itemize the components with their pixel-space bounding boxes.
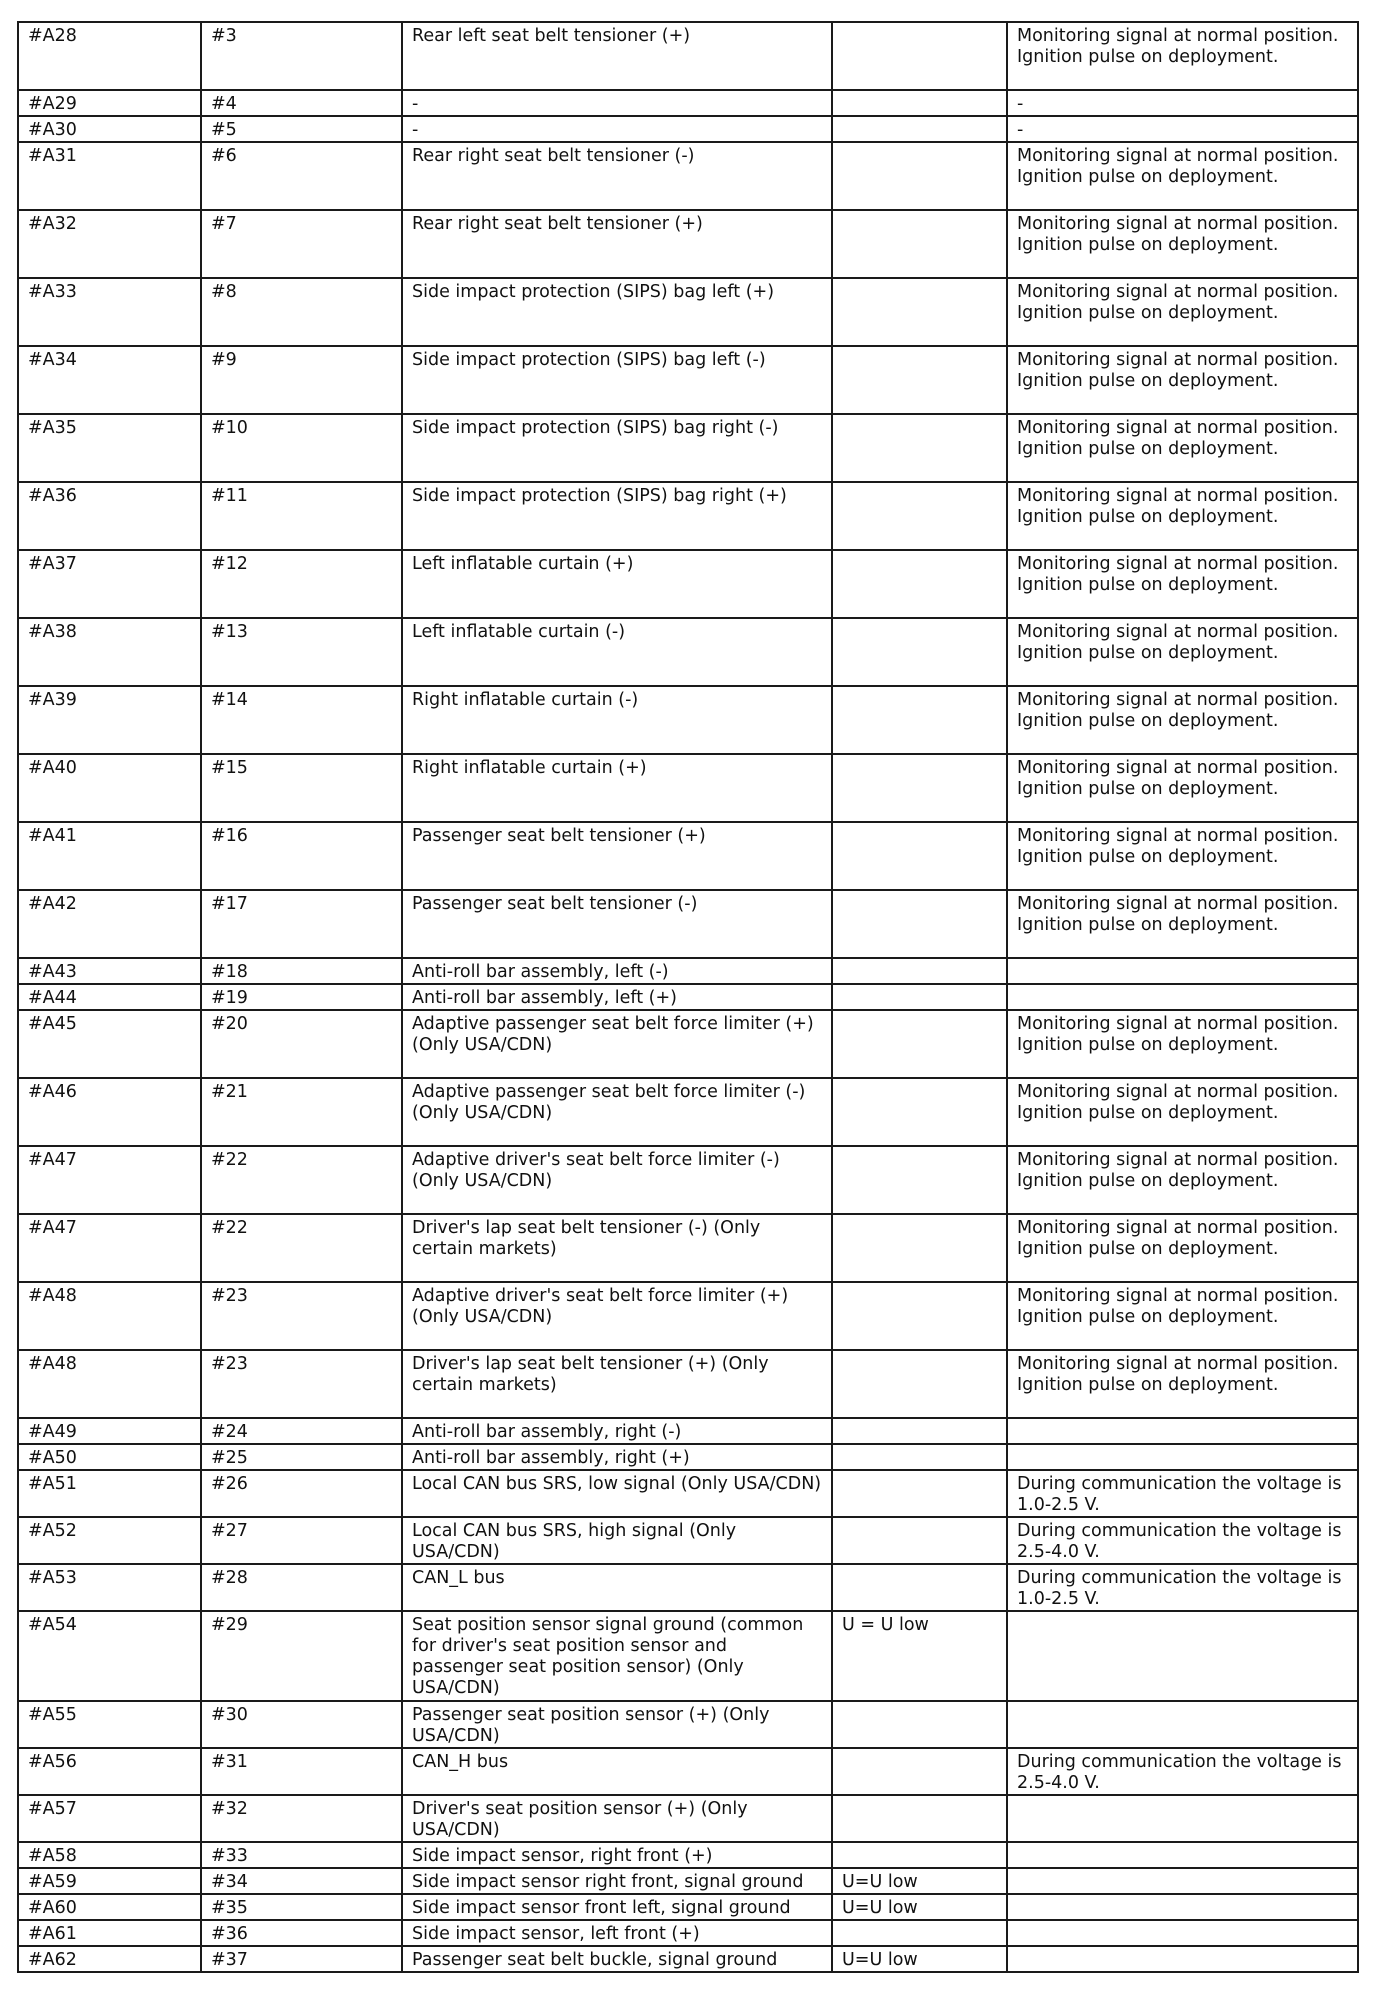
function-cell: Side impact protection (SIPS) bag left (-) — [402, 346, 832, 414]
terminal-cell: #17 — [201, 890, 402, 958]
terminal-cell: #21 — [201, 1078, 402, 1146]
value-cell — [832, 1418, 1007, 1444]
function-cell: CAN_L bus — [402, 1564, 832, 1611]
function-cell: Side impact sensor, right front (+) — [402, 1842, 832, 1868]
value-cell — [832, 346, 1007, 414]
value-cell: U = U low — [832, 1611, 1007, 1701]
function-cell: Side impact sensor front left, signal ground — [402, 1894, 832, 1920]
pin-id-cell: #A40 — [18, 754, 201, 822]
function-cell: Seat position sensor signal ground (common for driver's seat position sensor and passenger seat position sensor) (Only USA/CDN) — [402, 1611, 832, 1701]
table-row — [18, 1350, 1358, 1418]
function-cell: Anti-roll bar assembly, right (-) — [402, 1418, 832, 1444]
terminal-cell: #34 — [201, 1868, 402, 1894]
table-row — [18, 1517, 1358, 1564]
pin-id-cell: #A53 — [18, 1564, 201, 1611]
value-cell — [832, 1795, 1007, 1842]
remark-cell: Monitoring signal at normal position. Ignition pulse on deployment. — [1007, 890, 1358, 958]
table-row — [18, 1868, 1358, 1894]
value-cell — [832, 1214, 1007, 1282]
function-cell: Rear left seat belt tensioner (+) — [402, 22, 832, 90]
remark-cell: Monitoring signal at normal position. Ignition pulse on deployment. — [1007, 1214, 1358, 1282]
pin-id-cell: #A59 — [18, 1868, 201, 1894]
value-cell — [832, 1078, 1007, 1146]
pin-id-cell: #A29 — [18, 90, 201, 116]
value-cell — [832, 618, 1007, 686]
pin-id-cell: #A57 — [18, 1795, 201, 1842]
remark-cell — [1007, 1795, 1358, 1842]
remark-cell — [1007, 1444, 1358, 1470]
remark-cell: Monitoring signal at normal position. Ignition pulse on deployment. — [1007, 1010, 1358, 1078]
terminal-cell: #8 — [201, 278, 402, 346]
pin-id-cell: #A54 — [18, 1611, 201, 1701]
function-cell: Local CAN bus SRS, high signal (Only USA/CDN) — [402, 1517, 832, 1564]
table-row — [18, 116, 1358, 142]
table-row — [18, 754, 1358, 822]
pin-id-cell: #A62 — [18, 1946, 201, 1972]
table-row — [18, 1795, 1358, 1842]
terminal-cell: #28 — [201, 1564, 402, 1611]
terminal-cell: #3 — [201, 22, 402, 90]
remark-cell: Monitoring signal at normal position. Ignition pulse on deployment. — [1007, 22, 1358, 90]
terminal-cell: #23 — [201, 1350, 402, 1418]
value-cell — [832, 1701, 1007, 1748]
function-cell: Right inflatable curtain (-) — [402, 686, 832, 754]
terminal-cell: #11 — [201, 482, 402, 550]
pin-id-cell: #A55 — [18, 1701, 201, 1748]
value-cell — [832, 1517, 1007, 1564]
value-cell: U=U low — [832, 1894, 1007, 1920]
function-cell: Driver's lap seat belt tensioner (-) (Only certain markets) — [402, 1214, 832, 1282]
pin-id-cell: #A46 — [18, 1078, 201, 1146]
table-row — [18, 1010, 1358, 1078]
remark-cell — [1007, 1920, 1358, 1946]
pin-id-cell: #A47 — [18, 1146, 201, 1214]
value-cell — [832, 142, 1007, 210]
function-cell: Side impact sensor, left front (+) — [402, 1920, 832, 1946]
pin-id-cell: #A34 — [18, 346, 201, 414]
value-cell — [832, 822, 1007, 890]
pin-id-cell: #A47 — [18, 1214, 201, 1282]
value-cell: U=U low — [832, 1868, 1007, 1894]
pin-id-cell: #A50 — [18, 1444, 201, 1470]
pin-id-cell: #A41 — [18, 822, 201, 890]
function-cell: Anti-roll bar assembly, left (+) — [402, 984, 832, 1010]
remark-cell — [1007, 984, 1358, 1010]
terminal-cell: #19 — [201, 984, 402, 1010]
terminal-cell: #6 — [201, 142, 402, 210]
value-cell — [832, 1920, 1007, 1946]
terminal-cell: #36 — [201, 1920, 402, 1946]
terminal-cell: #33 — [201, 1842, 402, 1868]
function-cell: Right inflatable curtain (+) — [402, 754, 832, 822]
remark-cell — [1007, 1842, 1358, 1868]
value-cell — [832, 210, 1007, 278]
remark-cell: During communication the voltage is 2.5-4.0 V. — [1007, 1748, 1358, 1795]
remark-cell: During communication the voltage is 1.0-2.5 V. — [1007, 1564, 1358, 1611]
pin-id-cell: #A60 — [18, 1894, 201, 1920]
remark-cell: Monitoring signal at normal position. Ignition pulse on deployment. — [1007, 278, 1358, 346]
remark-cell — [1007, 1868, 1358, 1894]
table-row — [18, 278, 1358, 346]
value-cell — [832, 984, 1007, 1010]
function-cell: Passenger seat position sensor (+) (Only USA/CDN) — [402, 1701, 832, 1748]
table-row — [18, 550, 1358, 618]
function-cell: Side impact protection (SIPS) bag right (+) — [402, 482, 832, 550]
remark-cell — [1007, 1701, 1358, 1748]
remark-cell: - — [1007, 116, 1358, 142]
terminal-cell: #35 — [201, 1894, 402, 1920]
terminal-cell: #9 — [201, 346, 402, 414]
terminal-cell: #14 — [201, 686, 402, 754]
pin-id-cell: #A31 — [18, 142, 201, 210]
table-row — [18, 346, 1358, 414]
pin-id-cell: #A44 — [18, 984, 201, 1010]
value-cell — [832, 1470, 1007, 1517]
table-row — [18, 1078, 1358, 1146]
table-row — [18, 482, 1358, 550]
table-row — [18, 686, 1358, 754]
terminal-cell: #22 — [201, 1146, 402, 1214]
value-cell — [832, 90, 1007, 116]
value-cell — [832, 1842, 1007, 1868]
value-cell — [832, 550, 1007, 618]
function-cell: Adaptive passenger seat belt force limiter (-) (Only USA/CDN) — [402, 1078, 832, 1146]
terminal-cell: #23 — [201, 1282, 402, 1350]
value-cell — [832, 754, 1007, 822]
pin-id-cell: #A38 — [18, 618, 201, 686]
function-cell: Passenger seat belt tensioner (-) — [402, 890, 832, 958]
remark-cell — [1007, 1418, 1358, 1444]
remark-cell: Monitoring signal at normal position. Ignition pulse on deployment. — [1007, 618, 1358, 686]
remark-cell: Monitoring signal at normal position. Ignition pulse on deployment. — [1007, 210, 1358, 278]
function-cell: Side impact sensor right front, signal ground — [402, 1868, 832, 1894]
table-row — [18, 1418, 1358, 1444]
function-cell: Anti-roll bar assembly, right (+) — [402, 1444, 832, 1470]
value-cell — [832, 1282, 1007, 1350]
remark-cell: Monitoring signal at normal position. Ignition pulse on deployment. — [1007, 142, 1358, 210]
function-cell: Rear right seat belt tensioner (-) — [402, 142, 832, 210]
table-row — [18, 1748, 1358, 1795]
terminal-cell: #16 — [201, 822, 402, 890]
terminal-cell: #29 — [201, 1611, 402, 1701]
pin-id-cell: #A36 — [18, 482, 201, 550]
terminal-cell: #18 — [201, 958, 402, 984]
function-cell: Adaptive passenger seat belt force limiter (+) (Only USA/CDN) — [402, 1010, 832, 1078]
terminal-cell: #10 — [201, 414, 402, 482]
table-row — [18, 1146, 1358, 1214]
table-row — [18, 142, 1358, 210]
remark-cell: Monitoring signal at normal position. Ignition pulse on deployment. — [1007, 822, 1358, 890]
value-cell — [832, 22, 1007, 90]
terminal-cell: #31 — [201, 1748, 402, 1795]
remark-cell: Monitoring signal at normal position. Ignition pulse on deployment. — [1007, 754, 1358, 822]
pin-id-cell: #A56 — [18, 1748, 201, 1795]
value-cell — [832, 1010, 1007, 1078]
table-row — [18, 1842, 1358, 1868]
value-cell — [832, 890, 1007, 958]
terminal-cell: #5 — [201, 116, 402, 142]
terminal-cell: #25 — [201, 1444, 402, 1470]
function-cell: Side impact protection (SIPS) bag right (-) — [402, 414, 832, 482]
remark-cell — [1007, 958, 1358, 984]
document-page — [17, 21, 1357, 1973]
table-row — [18, 1894, 1358, 1920]
pin-id-cell: #A49 — [18, 1418, 201, 1444]
remark-cell: Monitoring signal at normal position. Ignition pulse on deployment. — [1007, 1078, 1358, 1146]
function-cell: Local CAN bus SRS, low signal (Only USA/CDN) — [402, 1470, 832, 1517]
terminal-cell: #12 — [201, 550, 402, 618]
value-cell — [832, 1146, 1007, 1214]
table-row — [18, 22, 1358, 90]
table-row — [18, 1214, 1358, 1282]
terminal-cell: #30 — [201, 1701, 402, 1748]
table-row — [18, 90, 1358, 116]
pin-table-body — [18, 22, 1358, 1972]
terminal-cell: #13 — [201, 618, 402, 686]
remark-cell: - — [1007, 90, 1358, 116]
pin-id-cell: #A43 — [18, 958, 201, 984]
remark-cell: Monitoring signal at normal position. Ignition pulse on deployment. — [1007, 1146, 1358, 1214]
terminal-cell: #4 — [201, 90, 402, 116]
terminal-cell: #24 — [201, 1418, 402, 1444]
table-row — [18, 890, 1358, 958]
value-cell — [832, 482, 1007, 550]
value-cell — [832, 116, 1007, 142]
table-row — [18, 1701, 1358, 1748]
value-cell: U=U low — [832, 1946, 1007, 1972]
table-row — [18, 1611, 1358, 1701]
table-row — [18, 210, 1358, 278]
table-row — [18, 1282, 1358, 1350]
remark-cell: Monitoring signal at normal position. Ignition pulse on deployment. — [1007, 414, 1358, 482]
value-cell — [832, 278, 1007, 346]
remark-cell: Monitoring signal at normal position. Ignition pulse on deployment. — [1007, 1282, 1358, 1350]
table-row — [18, 822, 1358, 890]
remark-cell: Monitoring signal at normal position. Ignition pulse on deployment. — [1007, 686, 1358, 754]
table-row — [18, 1470, 1358, 1517]
value-cell — [832, 1350, 1007, 1418]
pin-id-cell: #A35 — [18, 414, 201, 482]
pin-id-cell: #A61 — [18, 1920, 201, 1946]
value-cell — [832, 686, 1007, 754]
function-cell: Rear right seat belt tensioner (+) — [402, 210, 832, 278]
function-cell: Anti-roll bar assembly, left (-) — [402, 958, 832, 984]
pin-id-cell: #A48 — [18, 1282, 201, 1350]
remark-cell — [1007, 1611, 1358, 1701]
table-row — [18, 1946, 1358, 1972]
remark-cell: Monitoring signal at normal position. Ignition pulse on deployment. — [1007, 346, 1358, 414]
table-row — [18, 1920, 1358, 1946]
connector-pin-table — [17, 21, 1359, 1973]
terminal-cell: #27 — [201, 1517, 402, 1564]
terminal-cell: #20 — [201, 1010, 402, 1078]
remark-cell — [1007, 1894, 1358, 1920]
pin-id-cell: #A39 — [18, 686, 201, 754]
function-cell: Adaptive driver's seat belt force limiter (+) (Only USA/CDN) — [402, 1282, 832, 1350]
function-cell: CAN_H bus — [402, 1748, 832, 1795]
table-row — [18, 1564, 1358, 1611]
function-cell: Driver's seat position sensor (+) (Only USA/CDN) — [402, 1795, 832, 1842]
table-row — [18, 618, 1358, 686]
remark-cell: Monitoring signal at normal position. Ignition pulse on deployment. — [1007, 1350, 1358, 1418]
value-cell — [832, 958, 1007, 984]
value-cell — [832, 1748, 1007, 1795]
terminal-cell: #32 — [201, 1795, 402, 1842]
pin-id-cell: #A58 — [18, 1842, 201, 1868]
pin-id-cell: #A45 — [18, 1010, 201, 1078]
function-cell: - — [402, 90, 832, 116]
table-row — [18, 1444, 1358, 1470]
pin-id-cell: #A48 — [18, 1350, 201, 1418]
terminal-cell: #37 — [201, 1946, 402, 1972]
function-cell: - — [402, 116, 832, 142]
terminal-cell: #22 — [201, 1214, 402, 1282]
function-cell: Adaptive driver's seat belt force limiter (-) (Only USA/CDN) — [402, 1146, 832, 1214]
terminal-cell: #15 — [201, 754, 402, 822]
remark-cell: During communication the voltage is 1.0-2.5 V. — [1007, 1470, 1358, 1517]
remark-cell: Monitoring signal at normal position. Ignition pulse on deployment. — [1007, 482, 1358, 550]
pin-id-cell: #A33 — [18, 278, 201, 346]
pin-id-cell: #A28 — [18, 22, 201, 90]
function-cell: Passenger seat belt buckle, signal ground — [402, 1946, 832, 1972]
value-cell — [832, 1444, 1007, 1470]
pin-id-cell: #A37 — [18, 550, 201, 618]
table-row — [18, 958, 1358, 984]
terminal-cell: #26 — [201, 1470, 402, 1517]
pin-id-cell: #A52 — [18, 1517, 201, 1564]
pin-id-cell: #A30 — [18, 116, 201, 142]
terminal-cell: #7 — [201, 210, 402, 278]
pin-id-cell: #A32 — [18, 210, 201, 278]
value-cell — [832, 414, 1007, 482]
function-cell: Passenger seat belt tensioner (+) — [402, 822, 832, 890]
pin-id-cell: #A51 — [18, 1470, 201, 1517]
pin-id-cell: #A42 — [18, 890, 201, 958]
function-cell: Left inflatable curtain (-) — [402, 618, 832, 686]
value-cell — [832, 1564, 1007, 1611]
function-cell: Driver's lap seat belt tensioner (+) (Only certain markets) — [402, 1350, 832, 1418]
function-cell: Side impact protection (SIPS) bag left (+) — [402, 278, 832, 346]
remark-cell: Monitoring signal at normal position. Ignition pulse on deployment. — [1007, 550, 1358, 618]
remark-cell — [1007, 1946, 1358, 1972]
table-row — [18, 984, 1358, 1010]
table-row — [18, 414, 1358, 482]
remark-cell: During communication the voltage is 2.5-4.0 V. — [1007, 1517, 1358, 1564]
function-cell: Left inflatable curtain (+) — [402, 550, 832, 618]
